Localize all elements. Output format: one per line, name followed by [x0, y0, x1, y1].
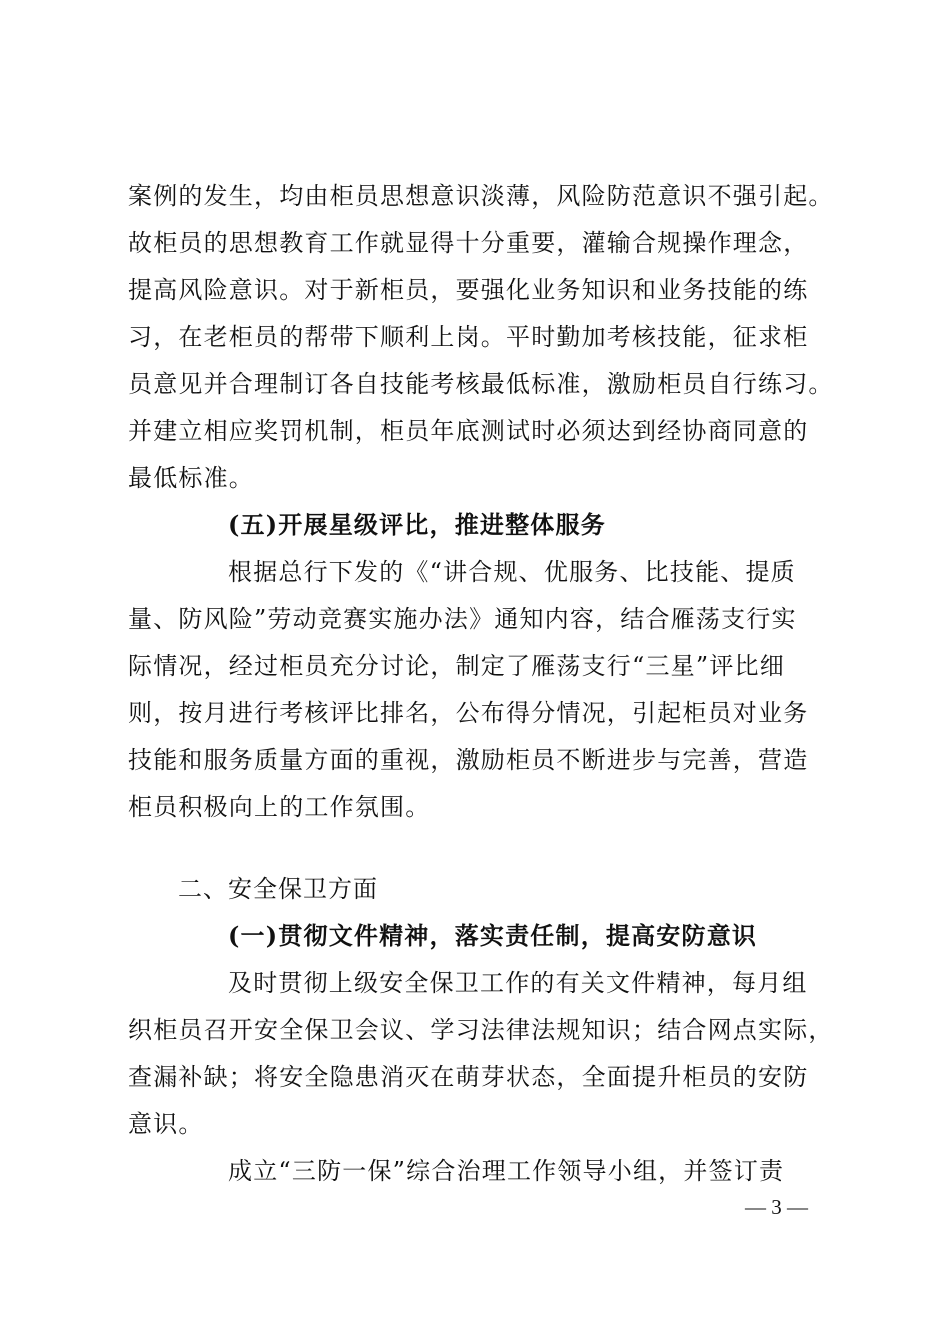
- text-line: 则，按月进行考核评比排名，公布得分情况，引起柜员对业务: [128, 699, 809, 727]
- text-line: 最低标准。: [128, 464, 254, 492]
- text-line: 量、防风险”劳动竞赛实施办法》通知内容，结合雁荡支行实: [128, 605, 797, 633]
- text-line: 织柜员召开安全保卫会议、学习法律法规知识；结合网点实际，: [128, 1016, 834, 1044]
- text-line: 提高风险意识。对于新柜员，要强化业务知识和业务技能的练: [128, 276, 809, 304]
- text-line: 根据总行下发的《“讲合规、优服务、比技能、提质: [228, 558, 796, 586]
- text-line: 际情况，经过柜员充分讨论，制定了雁荡支行“三星”评比细: [128, 652, 785, 680]
- section-heading: 二、安全保卫方面: [178, 875, 378, 903]
- text-line: 及时贯彻上级安全保卫工作的有关文件精神，每月组: [228, 969, 808, 997]
- text-line: 案例的发生，均由柜员思想意识淡薄，风险防范意识不强引起。: [128, 182, 834, 210]
- text-line: 查漏补缺；将安全隐患消灭在萌芽状态，全面提升柜员的安防: [128, 1063, 809, 1091]
- text-line: 成立“三防一保”综合治理工作领导小组，并签订责: [228, 1157, 785, 1185]
- page-number: — 3 —: [745, 1195, 808, 1219]
- text-line: 习，在老柜员的帮带下顺利上岗。平时勤加考核技能，征求柜: [128, 323, 809, 351]
- text-line: 故柜员的思想教育工作就显得十分重要，灌输合规操作理念，: [128, 229, 809, 257]
- text-line: 柜员积极向上的工作氛围。: [128, 793, 431, 821]
- subsection-heading: (一)贯彻文件精神，落实责任制，提高安防意识: [228, 921, 758, 950]
- text-line: 员意见并合理制订各自技能考核最低标准，激励柜员自行练习。: [128, 370, 834, 398]
- subsection-heading: (五)开展星级评比，推进整体服务: [228, 510, 606, 539]
- text-line: 技能和服务质量方面的重视，激励柜员不断进步与完善，营造: [128, 746, 809, 774]
- text-line: 意识。: [128, 1110, 204, 1138]
- text-line: 并建立相应奖罚机制，柜员年底测试时必须达到经协商同意的: [128, 417, 809, 445]
